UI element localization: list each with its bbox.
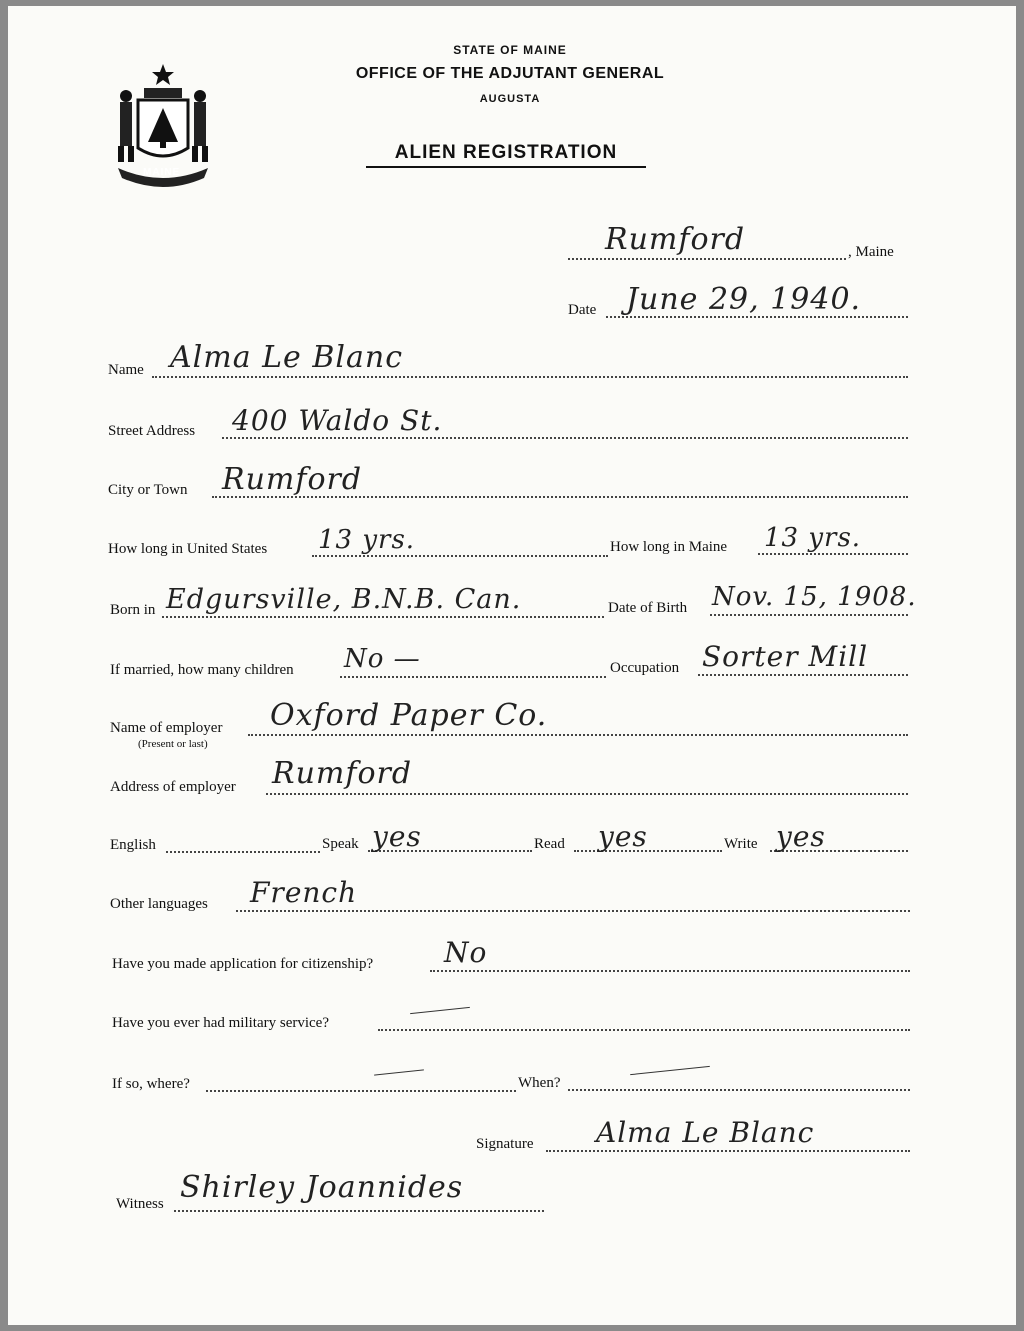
employer-sublabel: (Present or last) (138, 738, 208, 750)
city-value: Rumford (222, 462, 363, 497)
read-line (574, 850, 722, 852)
employer-line (248, 734, 908, 736)
when-line (568, 1089, 910, 1091)
dob-value: Nov. 15, 1908. (712, 582, 917, 612)
write-label: Write (724, 836, 758, 852)
date-label: Date (568, 302, 597, 318)
other-languages-value: French (250, 876, 358, 909)
military-label: Have you ever had military service? (112, 1015, 329, 1031)
header-city: AUGUSTA (479, 93, 541, 105)
english-label: English (110, 837, 156, 853)
where-label: If so, where? (112, 1076, 190, 1092)
dob-line (710, 614, 908, 616)
read-value: yes (598, 820, 648, 853)
dob-label: Date of Birth (608, 600, 688, 616)
street-value: 400 Waldo St. (232, 404, 443, 437)
children-line (340, 676, 606, 678)
how-long-maine-label: How long in Maine (610, 539, 728, 555)
name-label: Name (108, 362, 144, 378)
street-label: Street Address (108, 423, 196, 439)
how-long-us-line (312, 555, 608, 557)
military-line (378, 1029, 910, 1031)
other-languages-label: Other languages (110, 896, 208, 912)
occupation-label: Occupation (610, 660, 680, 676)
born-in-value: Edgursville, B.N.B. Can. (166, 584, 522, 615)
city-label: City or Town (108, 482, 188, 498)
name-value: Alma Le Blanc (170, 340, 403, 375)
signature-label: Signature (476, 1136, 534, 1152)
other-languages-line (236, 910, 910, 912)
how-long-maine-value: 13 yrs. (764, 523, 862, 553)
occupation-value: Sorter Mill (702, 640, 869, 673)
town-line (568, 258, 846, 260)
citizenship-label: Have you made application for citizenship? (112, 956, 374, 972)
form-title: ALIEN REGISTRATION (366, 142, 646, 168)
read-label: Read (534, 836, 565, 852)
signature-value: Alma Le Blanc (596, 1116, 815, 1149)
maine-label: , Maine (848, 244, 894, 260)
seal-text: MAINE (143, 167, 181, 178)
children-value: No — (344, 644, 421, 674)
married-label: If married, how many children (110, 662, 294, 678)
occupation-line (698, 674, 908, 676)
speak-label: Speak (322, 836, 359, 852)
employer-value: Oxford Paper Co. (270, 698, 548, 733)
town-value: Rumford (605, 222, 746, 257)
street-line (222, 437, 908, 439)
witness-line (174, 1210, 544, 1212)
employer-address-value: Rumford (272, 756, 413, 791)
header-state: STATE OF MAINE (453, 43, 567, 57)
born-in-line (162, 616, 604, 618)
employer-address-line (266, 793, 908, 795)
how-long-us-value: 13 yrs. (318, 525, 416, 555)
witness-label: Witness (116, 1196, 164, 1212)
employer-address-label: Address of employer (110, 779, 236, 795)
witness-value: Shirley Joannides (180, 1170, 464, 1205)
write-value: yes (776, 820, 826, 853)
when-label: When? (518, 1075, 561, 1091)
how-long-us-label: How long in United States (108, 541, 268, 557)
where-line (206, 1090, 516, 1092)
how-long-maine-line (758, 553, 908, 555)
name-line (152, 376, 908, 378)
citizenship-line (430, 970, 910, 972)
date-value: June 29, 1940. (626, 282, 862, 317)
header-office: OFFICE OF THE ADJUTANT GENERAL (355, 65, 665, 82)
english-line (166, 851, 320, 853)
born-in-label: Born in (110, 602, 156, 618)
signature-line (546, 1150, 910, 1152)
citizenship-value: No (444, 936, 488, 969)
employer-label: Name of employer (110, 720, 223, 736)
speak-value: yes (372, 820, 422, 853)
